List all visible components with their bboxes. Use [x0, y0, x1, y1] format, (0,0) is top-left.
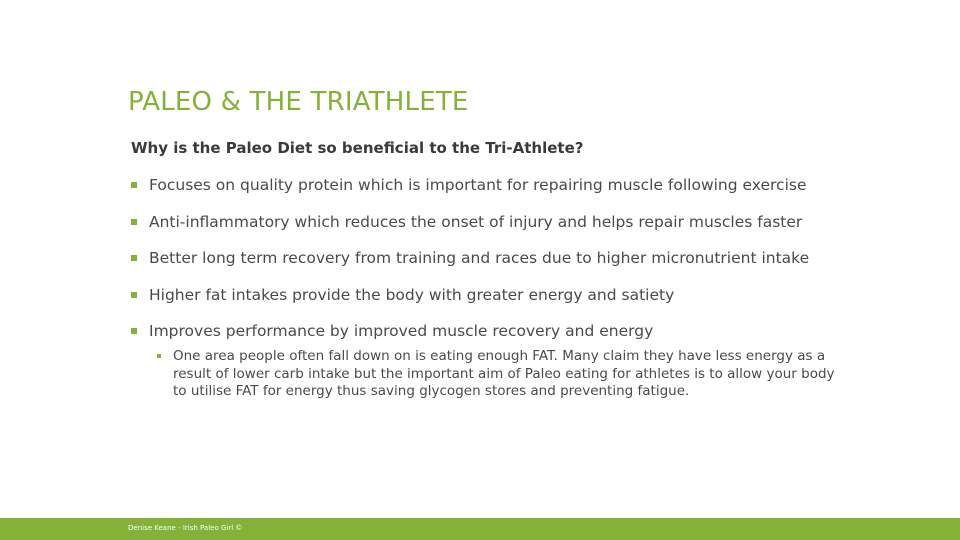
bullet-item: [131, 176, 851, 195]
square-bullet-icon: [131, 219, 137, 225]
bullet-item: [131, 322, 851, 341]
small-square-bullet-icon: [157, 354, 161, 358]
footer-text: Denise Keane - Irish Paleo Girl ©: [128, 524, 243, 532]
bullet-text: Better long term recovery from training and races due to higher micronutrient intake: [149, 249, 810, 267]
sub-bullet-item: [157, 348, 843, 401]
bullet-text: Focuses on quality protein which is important for repairing muscle following exercise: [149, 176, 807, 194]
slide-subtitle: Why is the Paleo Diet so beneficial to the Tri-Athlete?: [131, 139, 584, 157]
square-bullet-icon: [131, 328, 137, 334]
bullet-list: [131, 176, 851, 401]
bullet-item: [131, 249, 851, 268]
bullet-item: [131, 286, 851, 305]
bullet-text: Anti-inflammatory which reduces the onset of injury and helps repair muscles faster: [149, 213, 803, 231]
footer-bar: [0, 518, 960, 540]
bullet-text: Improves performance by improved muscle recovery and energy: [149, 322, 654, 340]
square-bullet-icon: [131, 255, 137, 261]
square-bullet-icon: [131, 182, 137, 188]
square-bullet-icon: [131, 292, 137, 298]
bullet-text: Higher fat intakes provide the body with greater energy and satiety: [149, 286, 675, 304]
slide-title: PALEO & THE TRIATHLETE: [128, 87, 469, 117]
bullet-item: [131, 213, 851, 232]
sub-bullet-text: One area people often fall down on is eating enough FAT. Many claim they have less energy as a result of lower carb intake but the important aim of Paleo eating for athletes is to allow your body to utilise FAT for energy thus saving glycogen stores and preventing fatigue.: [173, 348, 835, 399]
